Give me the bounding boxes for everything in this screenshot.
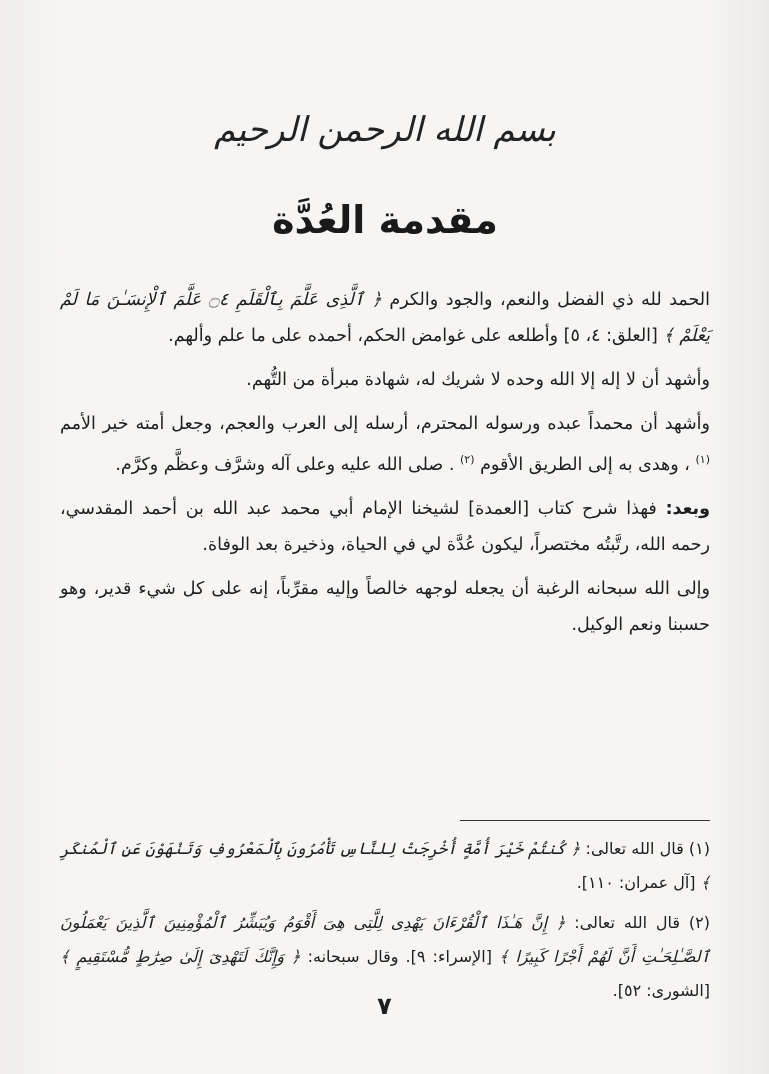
- footnote-2-reference: [الإسراء: ٩]. وقال سبحانه:: [307, 947, 492, 966]
- paragraph-praise: [60, 282, 710, 354]
- page-body: [60, 110, 710, 653]
- intro-text: فهذا شرح كتاب [العمدة] لشيخنا الإمام أبي محمد عبد الله بن أحمد المقدسي، رحمه الله، رتَّبتُه مختصراً، ليكون عُدَّة لي في الحياة، وذخيرة بعد الوفاة.: [60, 498, 710, 555]
- footnote-1-verse: ﴿ كُنتُمْ خَيْرَ أُمَّةٍ أُخْرِجَتْ لِلنَّاسِ تَأْمُرُونَ بِٱلْمَعْرُوفِ وَتَنْهَوْنَ عَنِ ٱلْمُنكَرِ ﴾: [60, 839, 710, 892]
- paragraph-shahada-2: [60, 406, 710, 483]
- footnote-1-label: (١): [688, 839, 710, 858]
- footnote-divider: [460, 820, 710, 821]
- footnote-2-reference-2: [الشورى: ٥٢].: [612, 981, 710, 1000]
- footnote-2-verse: ﴿ إِنَّ هَـٰذَا ٱلْقُرْءَانَ يَهْدِى لِلَّتِى هِىَ أَقْوَمُ وَيُبَشِّرُ ٱلْمُؤْمِنِينَ ٱلَّذِينَ يَعْمَلُونَ ٱلصَّـٰلِحَـٰتِ أَنَّ لَهُمْ أَجْرًا كَبِيرًا ﴾: [60, 913, 710, 966]
- footnote-2-verse-2: ﴿ وَإِنَّكَ لَتَهْدِىٓ إِلَىٰ صِرَٰطٍ مُّسْتَقِيمٍ ﴾: [60, 947, 301, 966]
- quran-verse: ﴿ ٱلَّذِى عَلَّمَ بِٱلْقَلَمِ ۝٤ عَلَّمَ ٱلْإِنسَـٰنَ مَا لَمْ يَعْلَمْ ﴾: [60, 290, 710, 346]
- verse-reference: [العلق: ٤، ٥] وأطلعه على غوامض الحكم، أحمده على ما علم وألهم.: [168, 326, 658, 346]
- footnote-2-label: (٢): [688, 913, 710, 932]
- praise-text: الحمد لله ذي الفضل والنعم، والجود والكرم: [389, 290, 710, 310]
- intro-lead: وبعد:: [665, 498, 710, 519]
- footnote-marker-1[interactable]: (١): [695, 453, 710, 466]
- shahada-2-text-b: ، وهدى به إلى الطريق الأقوم: [480, 454, 690, 475]
- shahada-2-text-c: . صلى الله عليه وعلى آله وشرَّف وعظَّم وكرَّم.: [115, 454, 455, 475]
- paragraph-closing: [60, 571, 710, 643]
- footnote-2-intro: قال الله تعالى:: [574, 913, 681, 932]
- shahada-2-text-a: وأشهد أن محمداً عبده ورسوله المحترم، أرسله إلى العرب والعجم، وجعل أمته خير الأمم: [60, 414, 710, 434]
- basmala-heading: بسم الله الرحمن الرحيم: [214, 110, 556, 150]
- footnote-1: [60, 832, 710, 900]
- closing-text: وإلى الله سبحانه الرغبة أن يجعله لوجهه خالصاً وإليه مقرِّباً، إنه على كل شيء قدير، وهو حسبنا ونعم الوكيل.: [60, 578, 710, 635]
- paragraph-shahada-1: [60, 362, 710, 398]
- footnote-1-intro: قال الله تعالى:: [585, 839, 684, 858]
- footnote-1-reference: [آل عمران: ١١٠].: [576, 873, 696, 892]
- paragraph-intro: [60, 491, 710, 563]
- shahada-text: وأشهد أن لا إله إلا الله وحده لا شريك له، شهادة مبرأة من التُّهم.: [246, 370, 710, 390]
- footnote-marker-2[interactable]: (٢): [460, 453, 475, 466]
- page-title: مقدمة العُدَّة: [272, 198, 498, 242]
- footnotes: [60, 832, 710, 1014]
- page-number: ٧: [377, 992, 392, 1020]
